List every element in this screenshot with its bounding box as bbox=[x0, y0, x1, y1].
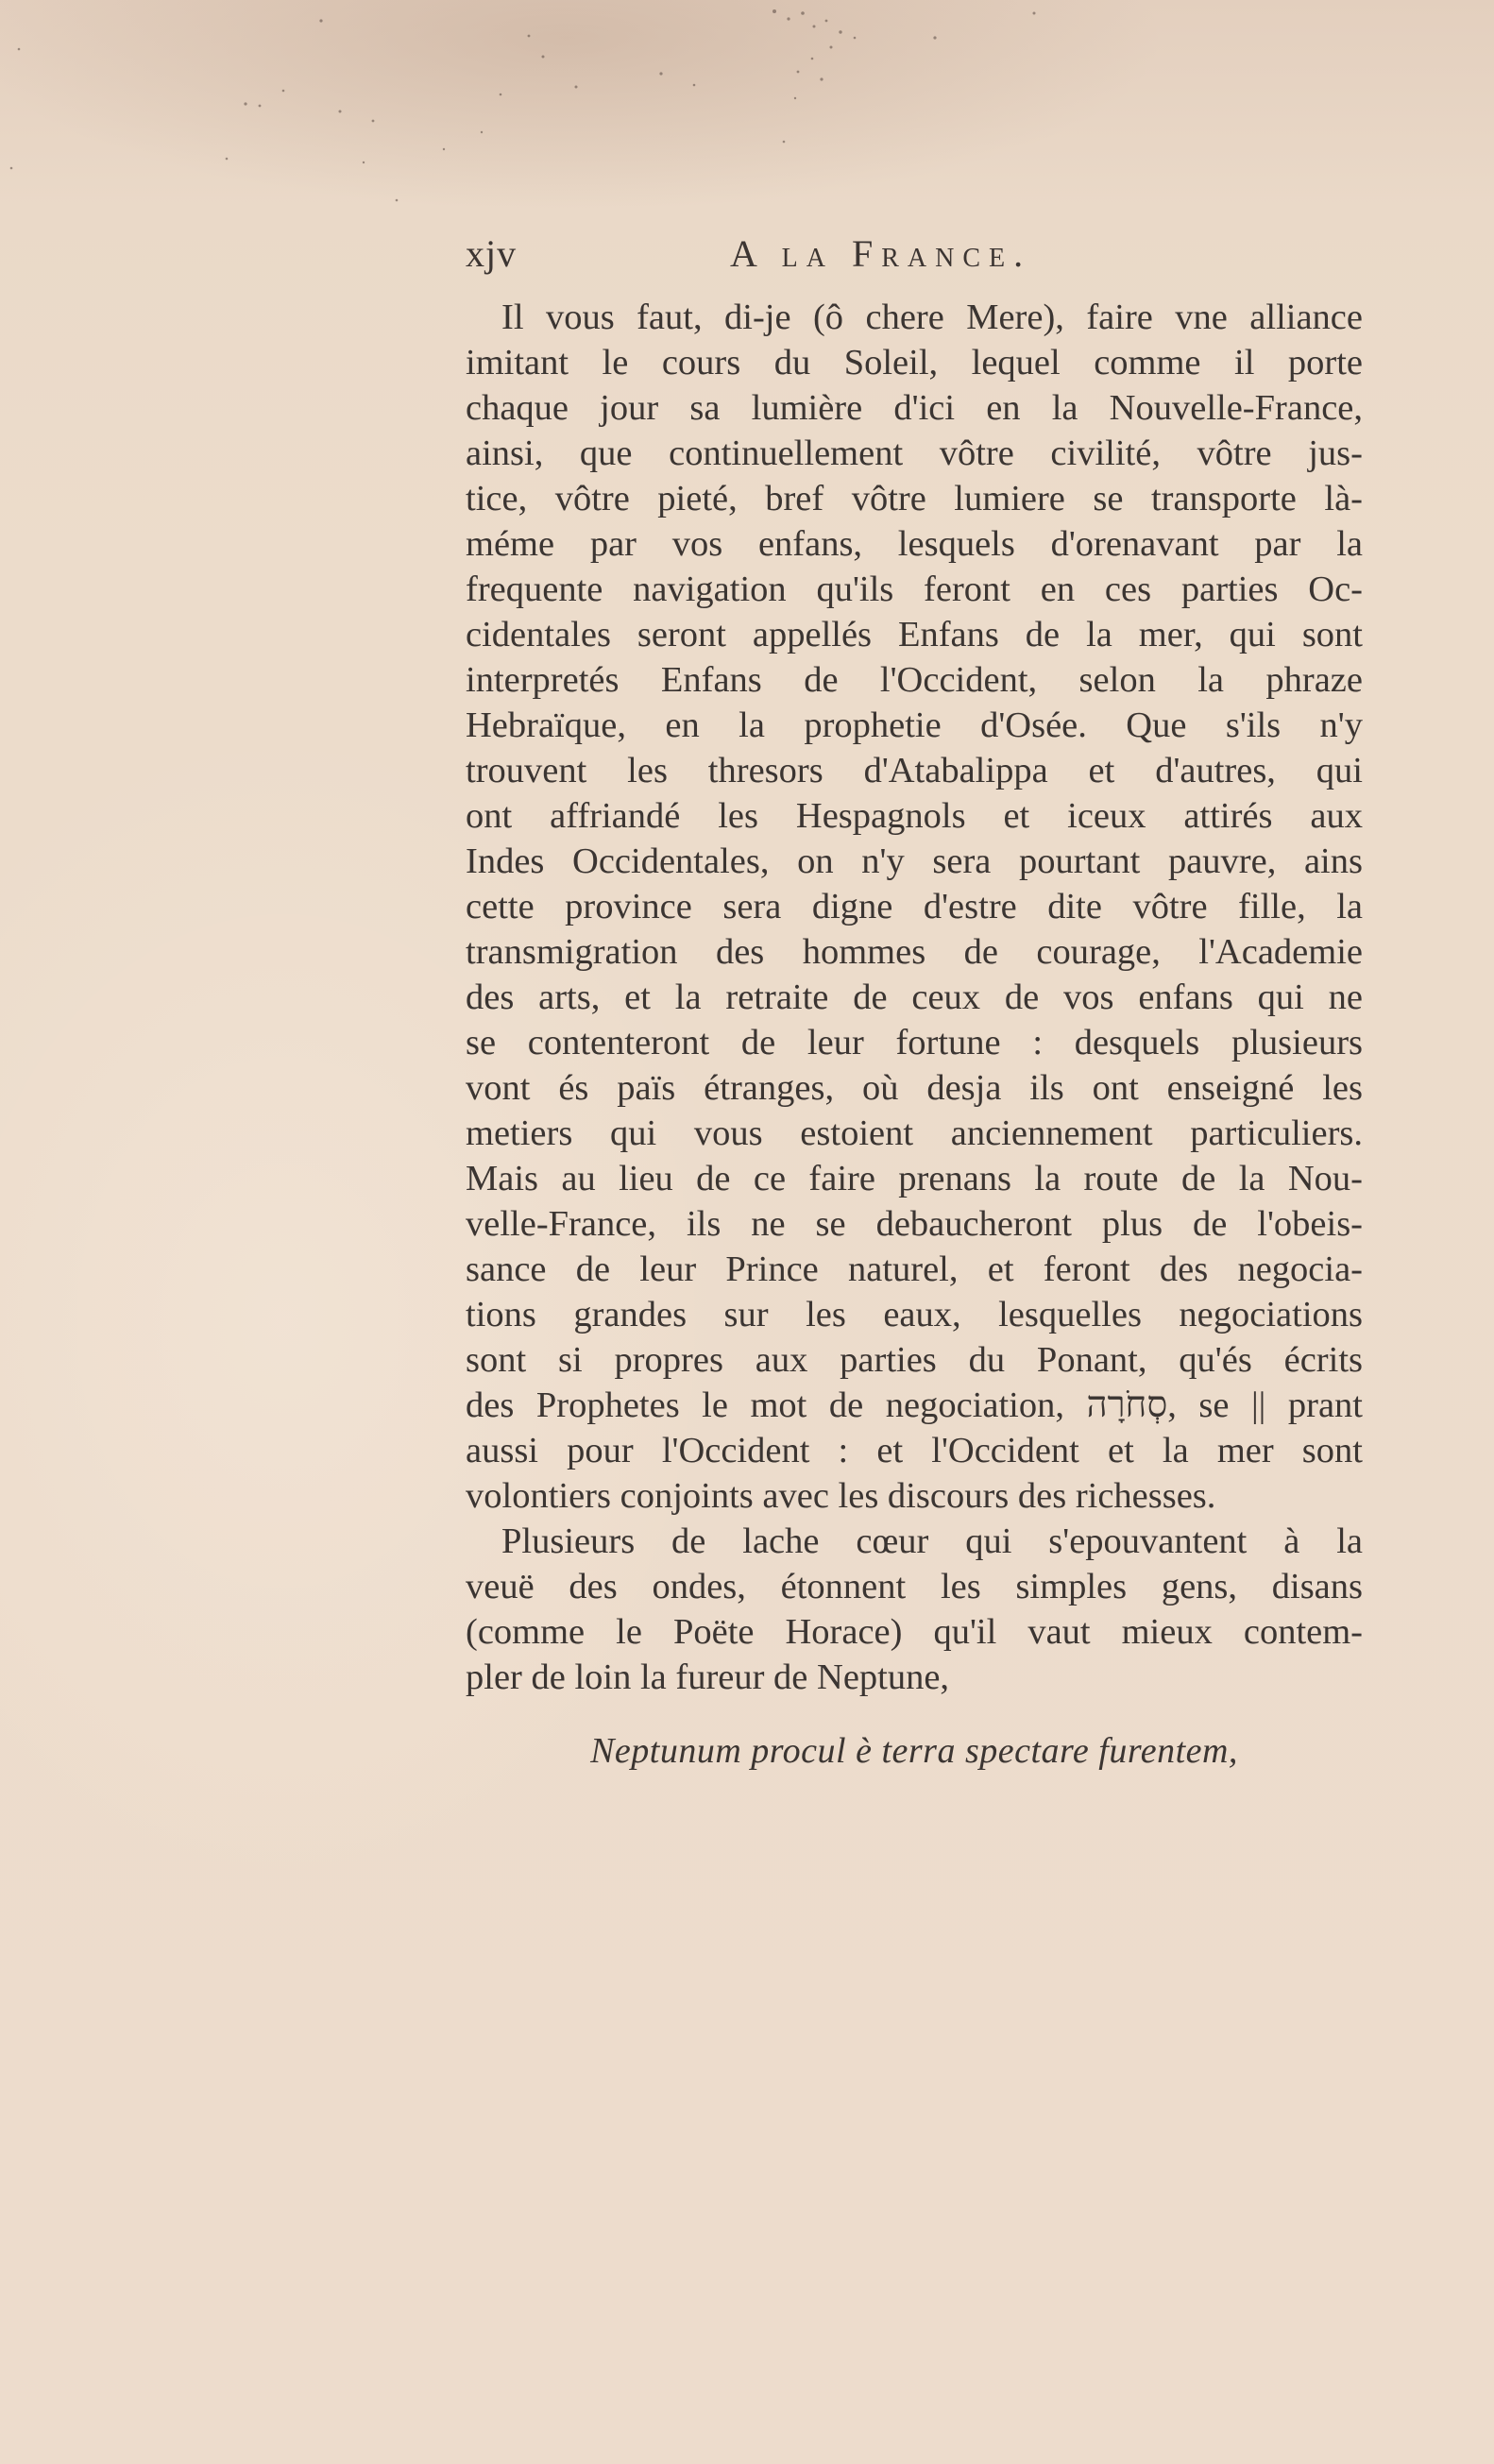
text-line: sance de leur Prince naturel, et feront des negocia- bbox=[466, 1249, 1363, 1289]
text-line: Hebraïque, en la prophetie d'Osée. Que s'ils n'y bbox=[466, 705, 1363, 745]
foxing-specks bbox=[0, 0, 1494, 246]
text-line: pler de loin la fureur de Neptune, bbox=[466, 1657, 950, 1697]
body-text bbox=[466, 295, 1363, 1700]
text-line: frequente navigation qu'ils feront en ces parties Oc- bbox=[466, 569, 1363, 609]
text-line: cidentales seront appellés Enfans de la mer, qui sont bbox=[466, 615, 1363, 654]
running-title: A la France. bbox=[730, 232, 1032, 275]
text-line: des arts, et la retraite de ceux de vos enfans qui ne bbox=[466, 977, 1363, 1017]
text-line: metiers qui vous estoient anciennement particuliers. bbox=[466, 1113, 1363, 1153]
text-line: volontiers conjoints avec les discours des richesses. bbox=[466, 1476, 1216, 1516]
text-line: ainsi, que continuellement vôtre civilité, vôtre jus- bbox=[466, 433, 1363, 473]
text-line: cette province sera digne d'estre dite vôtre fille, la bbox=[466, 887, 1363, 926]
page-number: xjv bbox=[466, 232, 518, 275]
latin-quotation: Neptunum procul è terra spectare furentem, bbox=[590, 1731, 1238, 1771]
text-line: transmigration des hommes de courage, l'Academie bbox=[466, 932, 1363, 972]
text-line: chaque jour sa lumière d'ici en la Nouvelle-France, bbox=[466, 388, 1363, 428]
text-line: Mais au lieu de ce faire prenans la route de la Nou- bbox=[466, 1159, 1363, 1198]
text-line: trouvent les thresors d'Atabalippa et d'autres, qui bbox=[466, 751, 1363, 790]
text-line: ont affriandé les Hespagnols et iceux attirés aux bbox=[466, 796, 1363, 836]
text-line: aussi pour l'Occident : et l'Occident et la mer sont bbox=[466, 1431, 1363, 1470]
text-line: se contenteront de leur fortune : desquels plusieurs bbox=[466, 1023, 1363, 1062]
text-line: Il vous faut, di-je (ô chere Mere), faire vne alliance bbox=[501, 297, 1363, 337]
text-line: veuë des ondes, étonnent les simples gens, disans bbox=[466, 1567, 1363, 1606]
text-line: (comme le Poëte Horace) qu'il vaut mieux contem- bbox=[466, 1612, 1363, 1652]
text-line: Indes Occidentales, on n'y sera pourtant pauvre, ains bbox=[466, 841, 1363, 881]
text-line: interpretés Enfans de l'Occident, selon la phraze bbox=[466, 660, 1363, 700]
page-header bbox=[466, 231, 1363, 279]
text-line: vont és païs étranges, où desja ils ont enseigné les bbox=[466, 1068, 1363, 1108]
text-line: Plusieurs de lache cœur qui s'epouvantent à la bbox=[501, 1521, 1363, 1561]
text-line: tice, vôtre pieté, bref vôtre lumiere se transporte là- bbox=[466, 479, 1363, 518]
text-line: sont si propres aux parties du Ponant, qu'és écrits bbox=[466, 1340, 1363, 1380]
text-line: imitant le cours du Soleil, lequel comme il porte bbox=[466, 343, 1363, 382]
text-line: des Prophetes le mot de negociation, סְחֹרָה, se || prant bbox=[466, 1385, 1364, 1425]
text-line: tions grandes sur les eaux, lesquelles negociations bbox=[466, 1295, 1363, 1334]
text-line: velle-France, ils ne se debaucheront plus de l'obeis- bbox=[466, 1204, 1363, 1244]
text-line: méme par vos enfans, lesquels d'orenavant par la bbox=[466, 524, 1363, 564]
